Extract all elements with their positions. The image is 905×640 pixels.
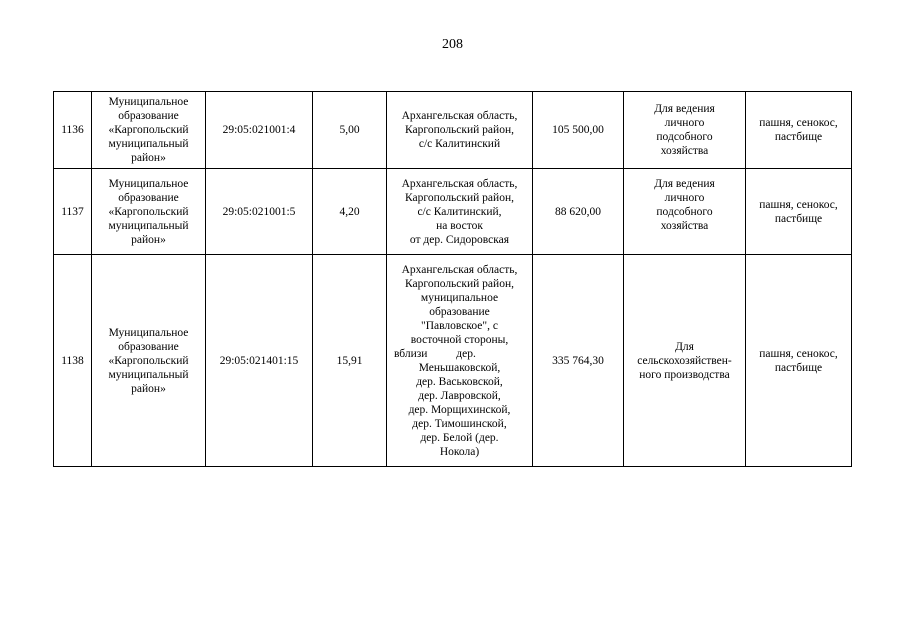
location-line: Архангельская область, bbox=[401, 177, 518, 190]
location-line: Каргопольский район, bbox=[405, 191, 514, 204]
owner-cell bbox=[92, 92, 206, 169]
land-use-line: пастбище bbox=[774, 131, 823, 143]
purpose-cell bbox=[624, 255, 746, 467]
purpose-line: сельскохозяйствен- bbox=[637, 354, 732, 367]
table-row bbox=[54, 255, 852, 467]
owner-line: Муниципальное bbox=[108, 96, 189, 108]
area-cell: 4,20 bbox=[313, 169, 387, 255]
table-row bbox=[54, 169, 852, 255]
page-number: 208 bbox=[442, 37, 463, 52]
land-use-line: пастбище bbox=[774, 212, 823, 225]
cadastral-number-cell: 29:05:021001:4 bbox=[206, 92, 313, 169]
land-plots-table bbox=[53, 91, 852, 467]
cadastral-number-cell: 29:05:021401:15 bbox=[206, 255, 313, 467]
owner-cell bbox=[92, 169, 206, 255]
cost-cell: 105 500,00 bbox=[533, 92, 624, 169]
location-line: восточной стороны, bbox=[410, 333, 509, 346]
area-cell: 5,00 bbox=[313, 92, 387, 169]
land-use-line: пашня, сенокос, bbox=[759, 347, 838, 360]
row-number-cell: 1136 bbox=[54, 92, 92, 169]
land-use-line: пастбище bbox=[774, 361, 823, 374]
row-number-cell: 1137 bbox=[54, 169, 92, 255]
location-line: на восток bbox=[436, 219, 483, 232]
owner-line: район» bbox=[131, 152, 166, 164]
cost-cell: 335 764,30 bbox=[533, 255, 624, 467]
location-line: дер. Морщихинской, bbox=[408, 403, 511, 416]
location-cell bbox=[387, 92, 533, 169]
location-line: дер. Белой (дер. bbox=[420, 431, 499, 444]
cost-cell: 88 620,00 bbox=[533, 169, 624, 255]
table-row bbox=[54, 92, 852, 169]
location-line: образование bbox=[429, 305, 490, 318]
purpose-line: Для bbox=[675, 340, 694, 353]
purpose-line: подсобного bbox=[656, 131, 713, 143]
location-line: с/с Калитинский bbox=[418, 138, 501, 150]
land-use-cell bbox=[746, 169, 852, 255]
land-use-line: пашня, сенокос, bbox=[759, 198, 838, 211]
location-line: дер. Тимошинской, bbox=[412, 417, 507, 430]
owner-cell bbox=[92, 255, 206, 467]
location-line: Меньшаковской, bbox=[418, 361, 501, 374]
owner-line: образование bbox=[118, 191, 179, 204]
location-line: Каргопольский район, bbox=[405, 124, 514, 136]
land-use-line: пашня, сенокос, bbox=[759, 117, 838, 129]
location-line: Архангельская область, bbox=[401, 263, 518, 276]
purpose-line: хозяйства bbox=[660, 220, 709, 232]
owner-line: район» bbox=[131, 233, 166, 246]
purpose-line: ного производства bbox=[639, 368, 730, 381]
location-cell bbox=[387, 255, 533, 467]
location-line: дер. Лавровской, bbox=[418, 389, 501, 402]
purpose-line: хозяйства bbox=[660, 145, 709, 157]
row-number-cell: 1138 bbox=[54, 255, 92, 467]
purpose-line: подсобного bbox=[656, 206, 713, 218]
purpose-line: личного bbox=[664, 192, 705, 204]
purpose-line: личного bbox=[664, 117, 705, 129]
owner-line: муниципальный bbox=[108, 368, 189, 381]
cadastral-number-cell: 29:05:021001:5 bbox=[206, 169, 313, 255]
owner-line: Муниципальное bbox=[108, 177, 189, 190]
location-cell bbox=[387, 169, 533, 255]
location-line: Архангельская область, bbox=[401, 110, 518, 122]
purpose-cell bbox=[624, 92, 746, 169]
owner-line: «Каргопольский bbox=[108, 124, 189, 136]
location-line: вблизи дер. bbox=[394, 347, 476, 360]
owner-line: «Каргопольский bbox=[108, 354, 189, 367]
location-line: дер. Васьковской, bbox=[416, 375, 503, 388]
purpose-cell bbox=[624, 169, 746, 255]
owner-line: образование bbox=[118, 110, 179, 122]
land-use-cell bbox=[746, 92, 852, 169]
owner-line: муниципальный bbox=[108, 219, 189, 232]
location-line: муниципальное bbox=[420, 291, 499, 304]
location-line: с/с Калитинский, bbox=[417, 205, 502, 218]
location-line: Нокола) bbox=[439, 445, 480, 458]
owner-line: Муниципальное bbox=[108, 326, 189, 339]
location-line: Каргопольский район, bbox=[405, 277, 514, 290]
location-line: "Павловское", с bbox=[421, 319, 498, 332]
purpose-line: Для ведения bbox=[654, 103, 715, 115]
owner-line: «Каргопольский bbox=[108, 205, 189, 218]
owner-line: муниципальный bbox=[108, 138, 189, 150]
location-line: от дер. Сидоровская bbox=[409, 233, 510, 246]
area-cell: 15,91 bbox=[313, 255, 387, 467]
owner-line: образование bbox=[118, 340, 179, 353]
owner-line: район» bbox=[131, 382, 166, 395]
purpose-line: Для ведения bbox=[654, 178, 715, 190]
land-use-cell bbox=[746, 255, 852, 467]
